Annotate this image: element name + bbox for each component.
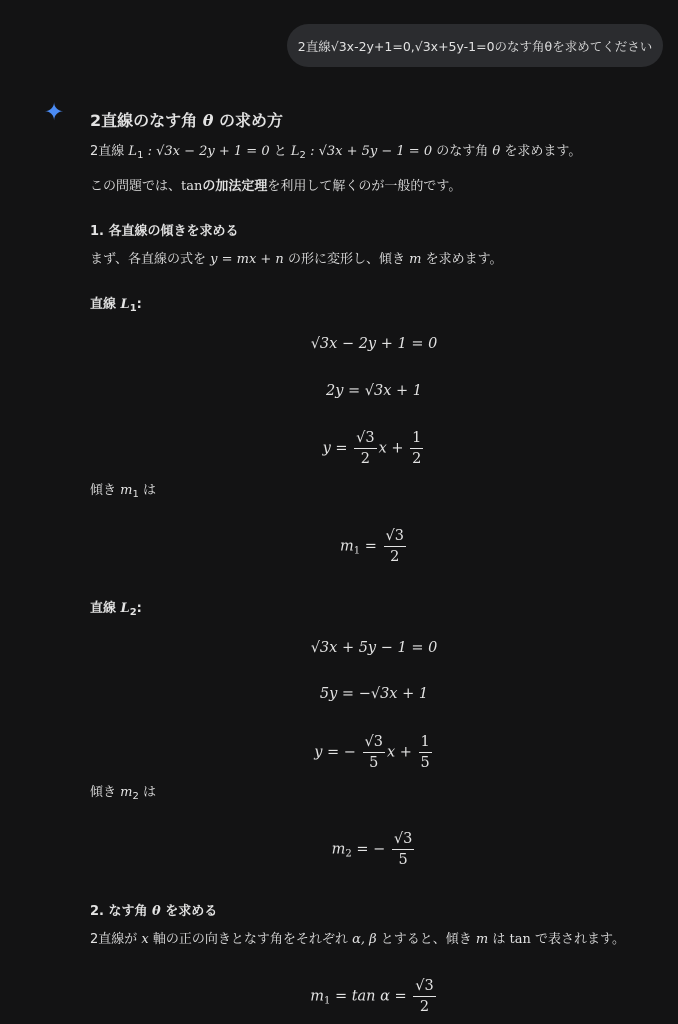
line2-eq-b: 5y = −√3x + 1 <box>319 686 429 702</box>
line1-slope-post: は <box>143 483 157 498</box>
title-theta: θ <box>202 111 214 130</box>
line1-sub: 1 <box>129 303 137 314</box>
user-message-text: 2直線√3x-2y+1=0,√3x+5y-1=0のなす角θを求めてください <box>297 38 653 54</box>
section2-text <box>90 931 625 949</box>
line1-slope-label <box>90 482 156 504</box>
line2-eq-c-mid: x + <box>387 744 412 761</box>
line1-result-num: √3 <box>384 526 406 547</box>
line2-result-sub: 2 <box>345 848 352 860</box>
line2-slope-post: は <box>143 785 157 800</box>
gemini-sparkle-icon: ✦ <box>43 98 65 126</box>
line2-sub: 2 <box>129 607 137 618</box>
line-l1-equation: : √3x − 2y + 1 = 0 <box>147 144 270 159</box>
section1-heading: 1. 各直線の傾きを求める <box>90 224 239 239</box>
final-frac <box>413 976 435 1017</box>
line2-eq-a: √3x + 5y − 1 = 0 <box>310 640 438 656</box>
line1-frac-1 <box>354 428 376 469</box>
s2-text-b: 軸の正の向きとなす角をそれぞれ <box>152 932 348 947</box>
s2-x: x <box>141 932 149 947</box>
line1-result-sub: 1 <box>353 545 361 557</box>
intro-text-and: と <box>273 144 287 159</box>
s2-text-d: は <box>492 932 506 947</box>
final-equation <box>90 976 658 1017</box>
intro-text-end: を求めます。 <box>504 144 582 159</box>
line2-frac-1 <box>363 732 385 773</box>
final-den: 2 <box>419 999 430 1015</box>
s2-heading-post: を求める <box>165 904 218 919</box>
line2-frac-1-den: 5 <box>369 755 379 771</box>
line1-label-text: 直線 <box>90 297 117 312</box>
line2-frac-2-den: 5 <box>420 755 430 771</box>
line1-slope-result <box>90 526 658 567</box>
line2-label <box>90 600 142 622</box>
intro-theta: θ <box>492 144 501 159</box>
final-sub: 1 <box>323 995 331 1007</box>
intro-paragraph: 2直線 $L_1$ : √3x − 2y + 1 = 0 と $L_2$ : √3x + 5y − 1 = 0 のなす角 θ を求めます。 <box>90 144 582 161</box>
s2-text-a: 2直線が <box>90 932 138 947</box>
s2-heading-theta: θ <box>152 904 161 919</box>
line2-eq-c-lhs: y = − <box>314 744 356 761</box>
method-bold-text: の加法定理 <box>202 179 268 194</box>
line1-result-frac <box>384 526 406 567</box>
line2-result-frac <box>392 829 414 870</box>
intro-text: 2直線 <box>90 144 125 159</box>
line2-result-num: √3 <box>392 829 414 850</box>
final-mid: = tan α = <box>330 988 407 1005</box>
line2-result-m: m <box>331 841 346 858</box>
section1-text <box>90 251 503 269</box>
intro-text-angle: のなす角 <box>436 144 489 159</box>
s2-tan: tan <box>509 932 531 947</box>
line1-eq-a: √3x − 2y + 1 = 0 <box>310 336 438 352</box>
s2-text-c: とすると、傾き <box>380 932 472 947</box>
line2-frac-1-num: √3 <box>363 732 385 753</box>
line2-result-eq: = − <box>351 841 386 858</box>
line1-result-m: m <box>340 538 354 555</box>
line2-slope-result <box>90 829 658 870</box>
s1-text-a: まず、各直線の式を <box>90 252 206 267</box>
line1-L: L <box>120 297 130 312</box>
line1-slope-m: m <box>120 483 133 498</box>
line1-slope-pre: 傾き <box>90 483 117 498</box>
line1-result-eq: = <box>360 538 377 555</box>
line1-result-den: 2 <box>390 549 400 565</box>
s2-alpha-beta: α, β <box>352 932 377 947</box>
line2-slope-m: m <box>120 785 133 800</box>
final-num: √3 <box>413 976 435 997</box>
s1-form: y = mx + n <box>210 252 284 267</box>
s1-m: m <box>409 252 422 267</box>
user-message-bubble <box>287 24 663 67</box>
line2-label-text: 直線 <box>90 601 117 616</box>
method-paragraph <box>90 178 461 196</box>
line2-frac-2-num: 1 <box>419 732 432 753</box>
line1-frac-1-den: 2 <box>360 451 370 467</box>
method-text: この問題では、 <box>90 179 182 194</box>
method-text-end: を利用して解くのが一般的です。 <box>267 179 462 194</box>
line2-eq-c <box>90 732 658 773</box>
line1-frac-2 <box>410 428 423 469</box>
line1-frac-1-num: √3 <box>354 428 376 449</box>
line1-eq-c <box>90 428 658 469</box>
response-title <box>90 112 283 130</box>
line2-slope-label <box>90 784 156 806</box>
s1-text-c: を求めます。 <box>425 252 503 267</box>
method-tan: tan <box>181 179 203 194</box>
line2-frac-2 <box>419 732 432 773</box>
line1-frac-2-den: 2 <box>412 451 422 467</box>
line2-slope-sub: 2 <box>132 791 139 802</box>
line1-colon: : <box>136 297 142 312</box>
line1-eq-c-mid: x + <box>378 440 404 457</box>
section2-heading <box>90 903 217 921</box>
s2-m: m <box>475 932 489 947</box>
line2-colon: : <box>136 601 142 616</box>
line-l1-symbol: L <box>128 144 138 159</box>
s1-text-b: の形に変形し、傾き <box>287 252 405 267</box>
title-text-suffix: の求め方 <box>218 111 283 130</box>
s2-text-e: で表されます。 <box>535 932 626 947</box>
line1-slope-sub: 1 <box>132 489 139 500</box>
line-l2-equation: : √3x + 5y − 1 = 0 <box>310 144 433 159</box>
title-text: 2直線のなす角 <box>90 111 198 130</box>
s2-heading-pre: 2. なす角 <box>90 904 148 919</box>
line1-frac-2-num: 1 <box>410 428 423 449</box>
line-l2-symbol: L <box>290 144 300 159</box>
line1-eq-b: 2y = √3x + 1 <box>325 383 423 399</box>
line2-result-den: 5 <box>398 852 408 868</box>
line1-label <box>90 296 142 318</box>
line2-L: L <box>120 601 130 616</box>
line1-eq-c-lhs: y = <box>322 440 348 457</box>
final-m: m <box>310 988 324 1005</box>
line2-slope-pre: 傾き <box>90 785 117 800</box>
